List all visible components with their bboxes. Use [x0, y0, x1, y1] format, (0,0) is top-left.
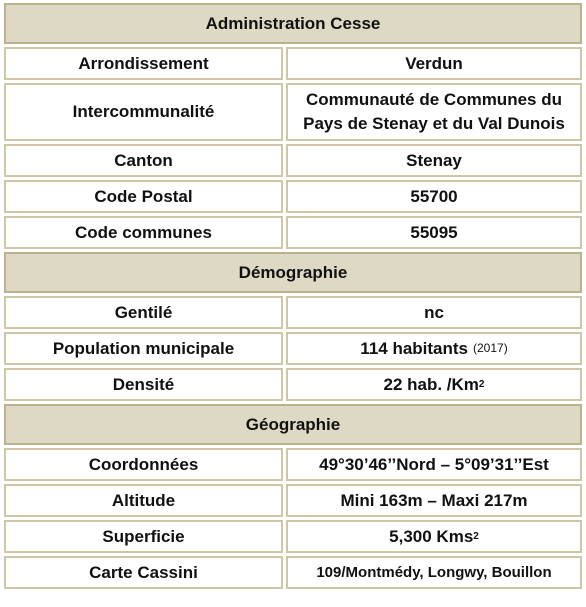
population-year: (2017) [473, 341, 508, 356]
table-row-canton [4, 144, 582, 177]
row-label: Coordonnées [4, 448, 283, 481]
row-value: 55700 [286, 180, 582, 213]
table-row-densite [4, 368, 582, 401]
row-label: Canton [4, 144, 283, 177]
row-value: 49°30’46’’Nord – 5°09’31’’Est [286, 448, 582, 481]
table-row-code-communes [4, 216, 582, 249]
commune-info-table [4, 3, 582, 589]
superficie-value: 5,300 Kms [389, 526, 474, 546]
row-value: Mini 163m – Maxi 217m [286, 484, 582, 517]
row-label: Gentilé [4, 296, 283, 329]
row-value: 5,300 Kms 2 [286, 520, 582, 553]
table-row-superficie [4, 520, 582, 553]
section-header-geographie: Géographie [4, 404, 582, 445]
row-label: Code Postal [4, 180, 283, 213]
population-value: 114 habitants [360, 338, 469, 358]
row-value-line2: Pays de Stenay et du Val Dunois [303, 114, 565, 133]
row-label: Code communes [4, 216, 283, 249]
section-header-administration: Administration Cesse [4, 3, 582, 44]
table-row-gentile [4, 296, 582, 329]
row-label: Carte Cassini [4, 556, 283, 589]
table-row-arrondissement [4, 47, 582, 80]
row-value-line1: Communauté de Communes du [306, 90, 562, 110]
row-value: 109/Montmédy, Longwy, Bouillon [286, 556, 582, 589]
row-label: Intercommunalité [4, 83, 283, 141]
row-value [286, 332, 582, 365]
row-label: Superficie [4, 520, 283, 553]
table-row-intercommunalite [4, 83, 582, 141]
row-label: Arrondissement [4, 47, 283, 80]
table-row-coordonnees [4, 448, 582, 481]
table-row-population [4, 332, 582, 365]
row-value: 55095 [286, 216, 582, 249]
row-value: 22 hab. /Km 2 [286, 368, 582, 401]
row-value: Verdun [286, 47, 582, 80]
row-value [286, 83, 582, 141]
table-row-altitude [4, 484, 582, 517]
row-label: Population municipale [4, 332, 283, 365]
table-row-code-postal [4, 180, 582, 213]
table-row-carte-cassini [4, 556, 582, 589]
section-header-demographie: Démographie [4, 252, 582, 293]
densite-value: 22 hab. /Km [383, 374, 479, 394]
row-value: nc [286, 296, 582, 329]
row-label: Altitude [4, 484, 283, 517]
row-value: Stenay [286, 144, 582, 177]
row-label: Densité [4, 368, 283, 401]
